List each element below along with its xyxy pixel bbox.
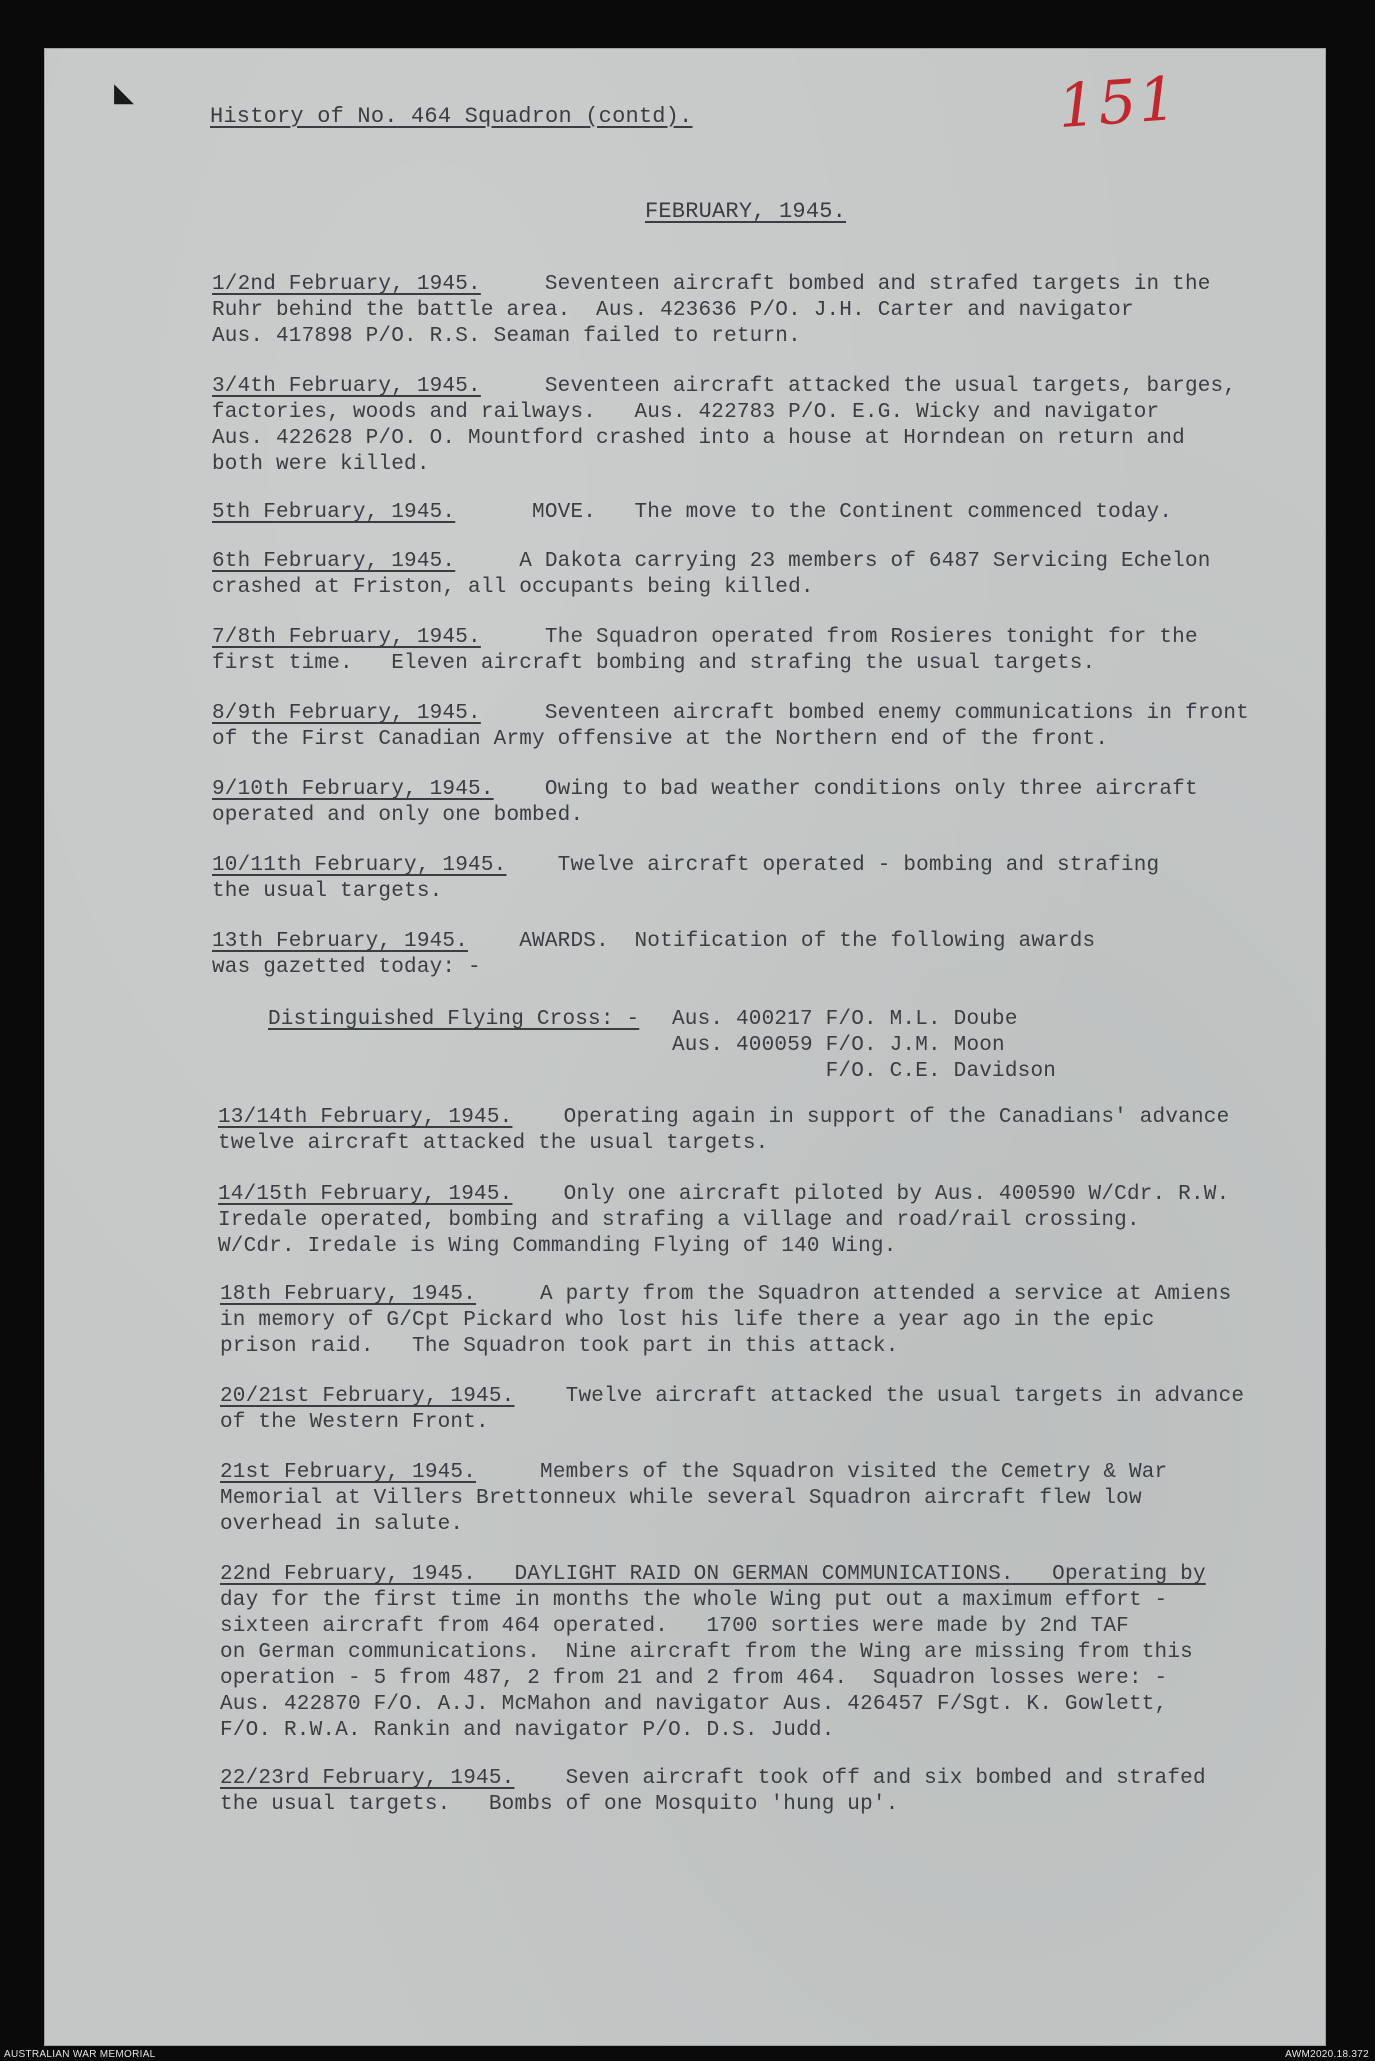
entry-line: both were killed. <box>212 453 430 476</box>
entry-line: Seven aircraft took off and six bombed and strafed <box>514 1767 1206 1790</box>
entry-date: 6th February, 1945. <box>212 550 456 573</box>
award-label: Distinguished Flying Cross: - <box>268 1008 640 1031</box>
entry-line: on German communications. Nine aircraft from the Wing are missing from this <box>220 1641 1193 1664</box>
entry-line: Members of the Squadron visited the Cemetry & War <box>476 1461 1168 1484</box>
entry-line: A party from the Squadron attended a service at Amiens <box>476 1283 1232 1306</box>
entry-date: 7/8th February, 1945. <box>212 626 481 649</box>
entry-5-feb <box>212 500 1252 526</box>
entry-line: in memory of G/Cpt Pickard who lost his life there a year ago in the epic <box>220 1309 1155 1332</box>
entry-line: overhead in salute. <box>220 1513 464 1536</box>
entry-line: crashed at Friston, all occupants being killed. <box>212 576 814 599</box>
entry-line: Iredale operated, bombing and strafing a village and road/rail crossing. <box>218 1209 1140 1232</box>
entry-line: Memorial at Villers Brettonneux while several Squadron aircraft flew low <box>220 1487 1142 1510</box>
entry-line: F/O. R.W.A. Rankin and navigator P/O. D.S. Judd. <box>220 1719 835 1742</box>
entry-line: Aus. 422628 P/O. O. Mountford crashed into a house at Horndean on return and <box>212 427 1185 450</box>
award-recipient: Aus. 400217 F/O. M.L. Doube <box>672 1008 1018 1031</box>
entry-line: Seventeen aircraft bombed and strafed targets in the <box>480 273 1211 296</box>
entry-line: AWARDS. Notification of the following awards <box>468 930 1096 953</box>
entry-date: 5th February, 1945. <box>212 501 456 524</box>
entry-line: The Squadron operated from Rosieres tonight for the <box>480 626 1198 649</box>
entry-22-23-feb <box>220 1766 1260 1818</box>
entry-line: DAYLIGHT RAID ON GERMAN COMMUNICATIONS. Operating by <box>476 1563 1206 1586</box>
entry-date: 14/15th February, 1945. <box>218 1183 513 1206</box>
entry-line: twelve aircraft attacked the usual targets. <box>218 1132 769 1155</box>
entry-line: Ruhr behind the battle area. Aus. 423636 P/O. J.H. Carter and navigator <box>212 299 1134 322</box>
entry-line: Owing to bad weather conditions only three aircraft <box>493 778 1198 801</box>
entry-line: Operating again in support of the Canadians' advance <box>512 1106 1230 1129</box>
footer-accession-number: AWM2020.18.372 <box>1285 2049 1369 2060</box>
entry-line: first time. Eleven aircraft bombing and strafing the usual targets. <box>212 652 1096 675</box>
entry-7-8-feb <box>212 625 1252 677</box>
entry-6-feb <box>212 549 1252 601</box>
entry-line: of the First Canadian Army offensive at the Northern end of the front. <box>212 728 1109 751</box>
entry-line: Seventeen aircraft attacked the usual targets, barges, <box>480 375 1237 398</box>
entry-line: Twelve aircraft attacked the usual targets in advance <box>514 1385 1245 1408</box>
footer-institution: AUSTRALIAN WAR MEMORIAL <box>4 2049 156 2060</box>
award-recipient: Aus. 400059 F/O. J.M. Moon <box>672 1034 1005 1057</box>
entry-line: day for the first time in months the whole Wing put out a maximum effort - <box>220 1589 1168 1612</box>
entry-line: MOVE. The move to the Continent commenced today. <box>455 501 1173 524</box>
entry-date: 10/11th February, 1945. <box>212 854 507 877</box>
entry-date: 21st February, 1945. <box>220 1461 477 1484</box>
entry-line: A Dakota carrying 23 members of 6487 Servicing Echelon <box>455 550 1211 573</box>
entry-date: 13/14th February, 1945. <box>218 1106 513 1129</box>
entry-18-feb <box>220 1282 1260 1360</box>
entry-date: 22nd February, 1945. <box>220 1563 477 1586</box>
award-recipients <box>672 1007 1056 1085</box>
entry-line: of the Western Front. <box>220 1411 489 1434</box>
entry-line: prison raid. The Squadron took part in this attack. <box>220 1335 899 1358</box>
entry-9-10-feb <box>212 777 1252 829</box>
entry-line: factories, woods and railways. Aus. 422783 P/O. E.G. Wicky and navigator <box>212 401 1160 424</box>
entry-3-4-feb <box>212 374 1252 478</box>
entry-10-11-feb <box>212 853 1252 905</box>
entry-line: the usual targets. <box>212 880 443 903</box>
entry-line: sixteen aircraft from 464 operated. 1700 sorties were made by 2nd TAF <box>220 1615 1129 1638</box>
month-heading: FEBRUARY, 1945. <box>645 199 847 224</box>
entry-13-feb <box>212 929 1252 981</box>
entry-21-feb <box>220 1460 1260 1538</box>
entry-date: 9/10th February, 1945. <box>212 778 494 801</box>
entry-line: Twelve aircraft operated - bombing and strafing <box>506 854 1160 877</box>
entry-date: 8/9th February, 1945. <box>212 702 481 725</box>
folio-number: 151 <box>1055 63 1181 143</box>
entry-date: 18th February, 1945. <box>220 1283 477 1306</box>
entry-line: Aus. 417898 P/O. R.S. Seaman failed to return. <box>212 325 801 348</box>
document-header: History of No. 464 Squadron (contd). <box>210 104 693 129</box>
entry-20-21-feb <box>220 1384 1260 1436</box>
entry-22-feb <box>220 1562 1260 1744</box>
entry-date: 1/2nd February, 1945. <box>212 273 481 296</box>
entry-line: operation - 5 from 487, 2 from 21 and 2 from 464. Squadron losses were: - <box>220 1667 1168 1690</box>
entry-8-9-feb <box>212 701 1252 753</box>
entry-date: 22/23rd February, 1945. <box>220 1767 515 1790</box>
entry-line: Only one aircraft piloted by Aus. 400590 W/Cdr. R.W. <box>512 1183 1230 1206</box>
entry-date: 3/4th February, 1945. <box>212 375 481 398</box>
entry-13-14-feb <box>218 1105 1258 1157</box>
entry-line: operated and only one bombed. <box>212 804 584 827</box>
entry-1-2-feb <box>212 272 1252 350</box>
entry-line: Seventeen aircraft bombed enemy communications in front <box>480 702 1249 725</box>
entry-line: was gazetted today: - <box>212 956 481 979</box>
binding-hole-icon: ◣ <box>114 78 134 108</box>
entry-line: W/Cdr. Iredale is Wing Commanding Flying of 140 Wing. <box>218 1235 897 1258</box>
entry-line: the usual targets. Bombs of one Mosquito 'hung up'. <box>220 1793 899 1816</box>
award-recipient: F/O. C.E. Davidson <box>672 1060 1057 1083</box>
entry-date: 20/21st February, 1945. <box>220 1385 515 1408</box>
entry-line: Aus. 422870 F/O. A.J. McMahon and navigator Aus. 426457 F/Sgt. K. Gowlett, <box>220 1693 1168 1716</box>
entry-date: 13th February, 1945. <box>212 930 469 953</box>
entry-14-15-feb <box>218 1182 1258 1260</box>
